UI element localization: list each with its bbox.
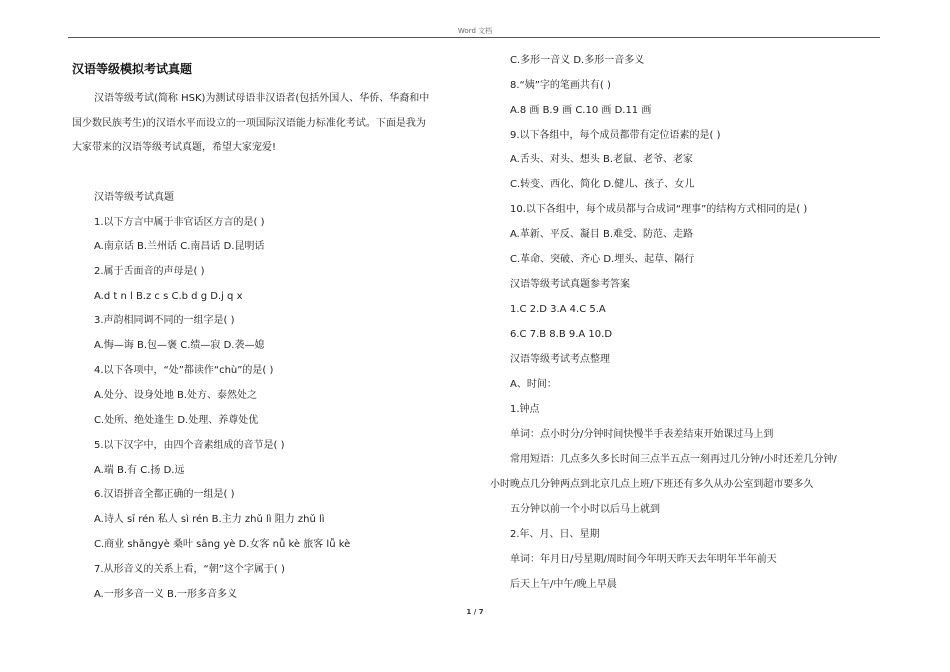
question-text: 6.汉语拼音全都正确的一组是( ) [94,489,235,500]
answer-options: A.舌头、对头、想头 B.老鼠、老爷、老家 [510,154,694,165]
vocabulary-line: 后天上午/中午/晚上早晨 [510,579,617,590]
answer-options: A.诗人 sī rén 私人 sì rén B.主力 zhǔ lì 阻力 zhǔ lì [94,514,325,525]
answer-options: C.转变、西化、简化 D.健儿、孩子、女儿 [510,179,695,190]
subsection-heading: 2.年、月、日、星期 [510,529,600,540]
subsection-heading: 1.钟点 [510,404,540,415]
intro-line: 大家带来的汉语等级考试真题，希望大家宠爱! [72,142,277,153]
question-text: 8.“姨”字的笔画共有( ) [510,80,611,91]
section-heading: 汉语等级考试考点整理 [510,354,610,365]
page-header: Word 文档 [457,27,493,35]
question-text: 9.以下各组中，每个成员都带有定位语素的是( ) [510,130,721,141]
document-title: 汉语等级模拟考试真题 [72,62,193,76]
vocabulary-line: 单词：年月日/号星期/周时间今年明天昨天去年明年半年前天 [510,554,777,565]
answer-options: A.8 画 B.9 画 C.10 画 D.11 画 [510,105,652,116]
answer-options: A.d t n l B.z c s C.b d g D.j q x [94,291,243,302]
question-text: 1.以下方言中属于非官话区方言的是( ) [94,217,265,228]
question-text: 3.声韵相同调不同的一组字是( ) [94,315,235,326]
vocabulary-line: 单词：点小时分/分钟时间快慢半手表差结束开始课过马上到 [510,429,774,440]
question-text: 5.以下汉字中，由四个音素组成的音节是( ) [94,440,285,451]
answer-options: A.南京话 B.兰州话 C.南昌话 D.昆明话 [94,241,265,252]
answer-options: A.一形多音一义 B.一形多音多义 [94,589,238,600]
answer-options: A.革新、平反、凝目 B.难受、防范、走路 [510,229,694,240]
phrases-line: 五分钟以前一个小时以后马上就到 [510,504,660,515]
answer-key: 6.C 7.B 8.B 9.A 10.D [510,329,613,340]
question-text: 10.以下各组中，每个成员都与合成词“理事”的结构方式相同的是( ) [510,204,808,215]
intro-line: 汉语等级考试(简称 HSK)为测试母语非汉语者(包括外国人、华侨、华裔和中 [94,93,430,104]
subsection-heading: A、时间： [510,379,557,390]
answer-options: A.处分、设身处地 B.处方、泰然处之 [94,390,258,401]
question-text: 7.从形音义的关系上看，“朝”这个字属于( ) [94,564,285,575]
answer-options: A.端 B.有 C.扬 D.远 [94,465,185,476]
page-number: 1 / 7 [466,608,484,616]
question-text: 4.以下各项中，“处”都读作“chù”的是( ) [94,365,274,376]
phrases-line: 常用短语：几点多久多长时间三点半五点一刻再过几分钟/小时还差几分钟/ [510,454,837,465]
answer-key: 1.C 2.D 3.A 4.C 5.A [510,304,606,315]
answer-options: C.多形一音义 D.多形一音多义 [510,55,645,66]
answer-options: C.商业 shāngyè 桑叶 sāng yè D.女客 nǚ kè 旅客 lǚ kè [94,539,351,550]
question-text: 2.属于舌面音的声母是( ) [94,266,205,277]
intro-line: 国少数民族考生)的汉语水平而设立的一项国际汉语能力标准化考试。下面是我为 [72,118,426,129]
phrases-line: 小时晚点几分钟两点到北京几点上班/下班还有多久从办公室到超市要多久 [490,479,814,490]
header-divider [68,37,880,38]
answer-options: C.处所、绝处逢生 D.处理、养尊处优 [94,415,259,426]
section-heading: 汉语等级考试真题参考答案 [510,279,630,290]
section-heading: 汉语等级考试真题 [94,192,174,203]
answer-options: C.革命、突破、齐心 D.埋头、起草、隔行 [510,254,695,265]
answer-options: A.悔—诲 B.包—褒 C.绩—寂 D.袭—媳 [94,340,265,351]
